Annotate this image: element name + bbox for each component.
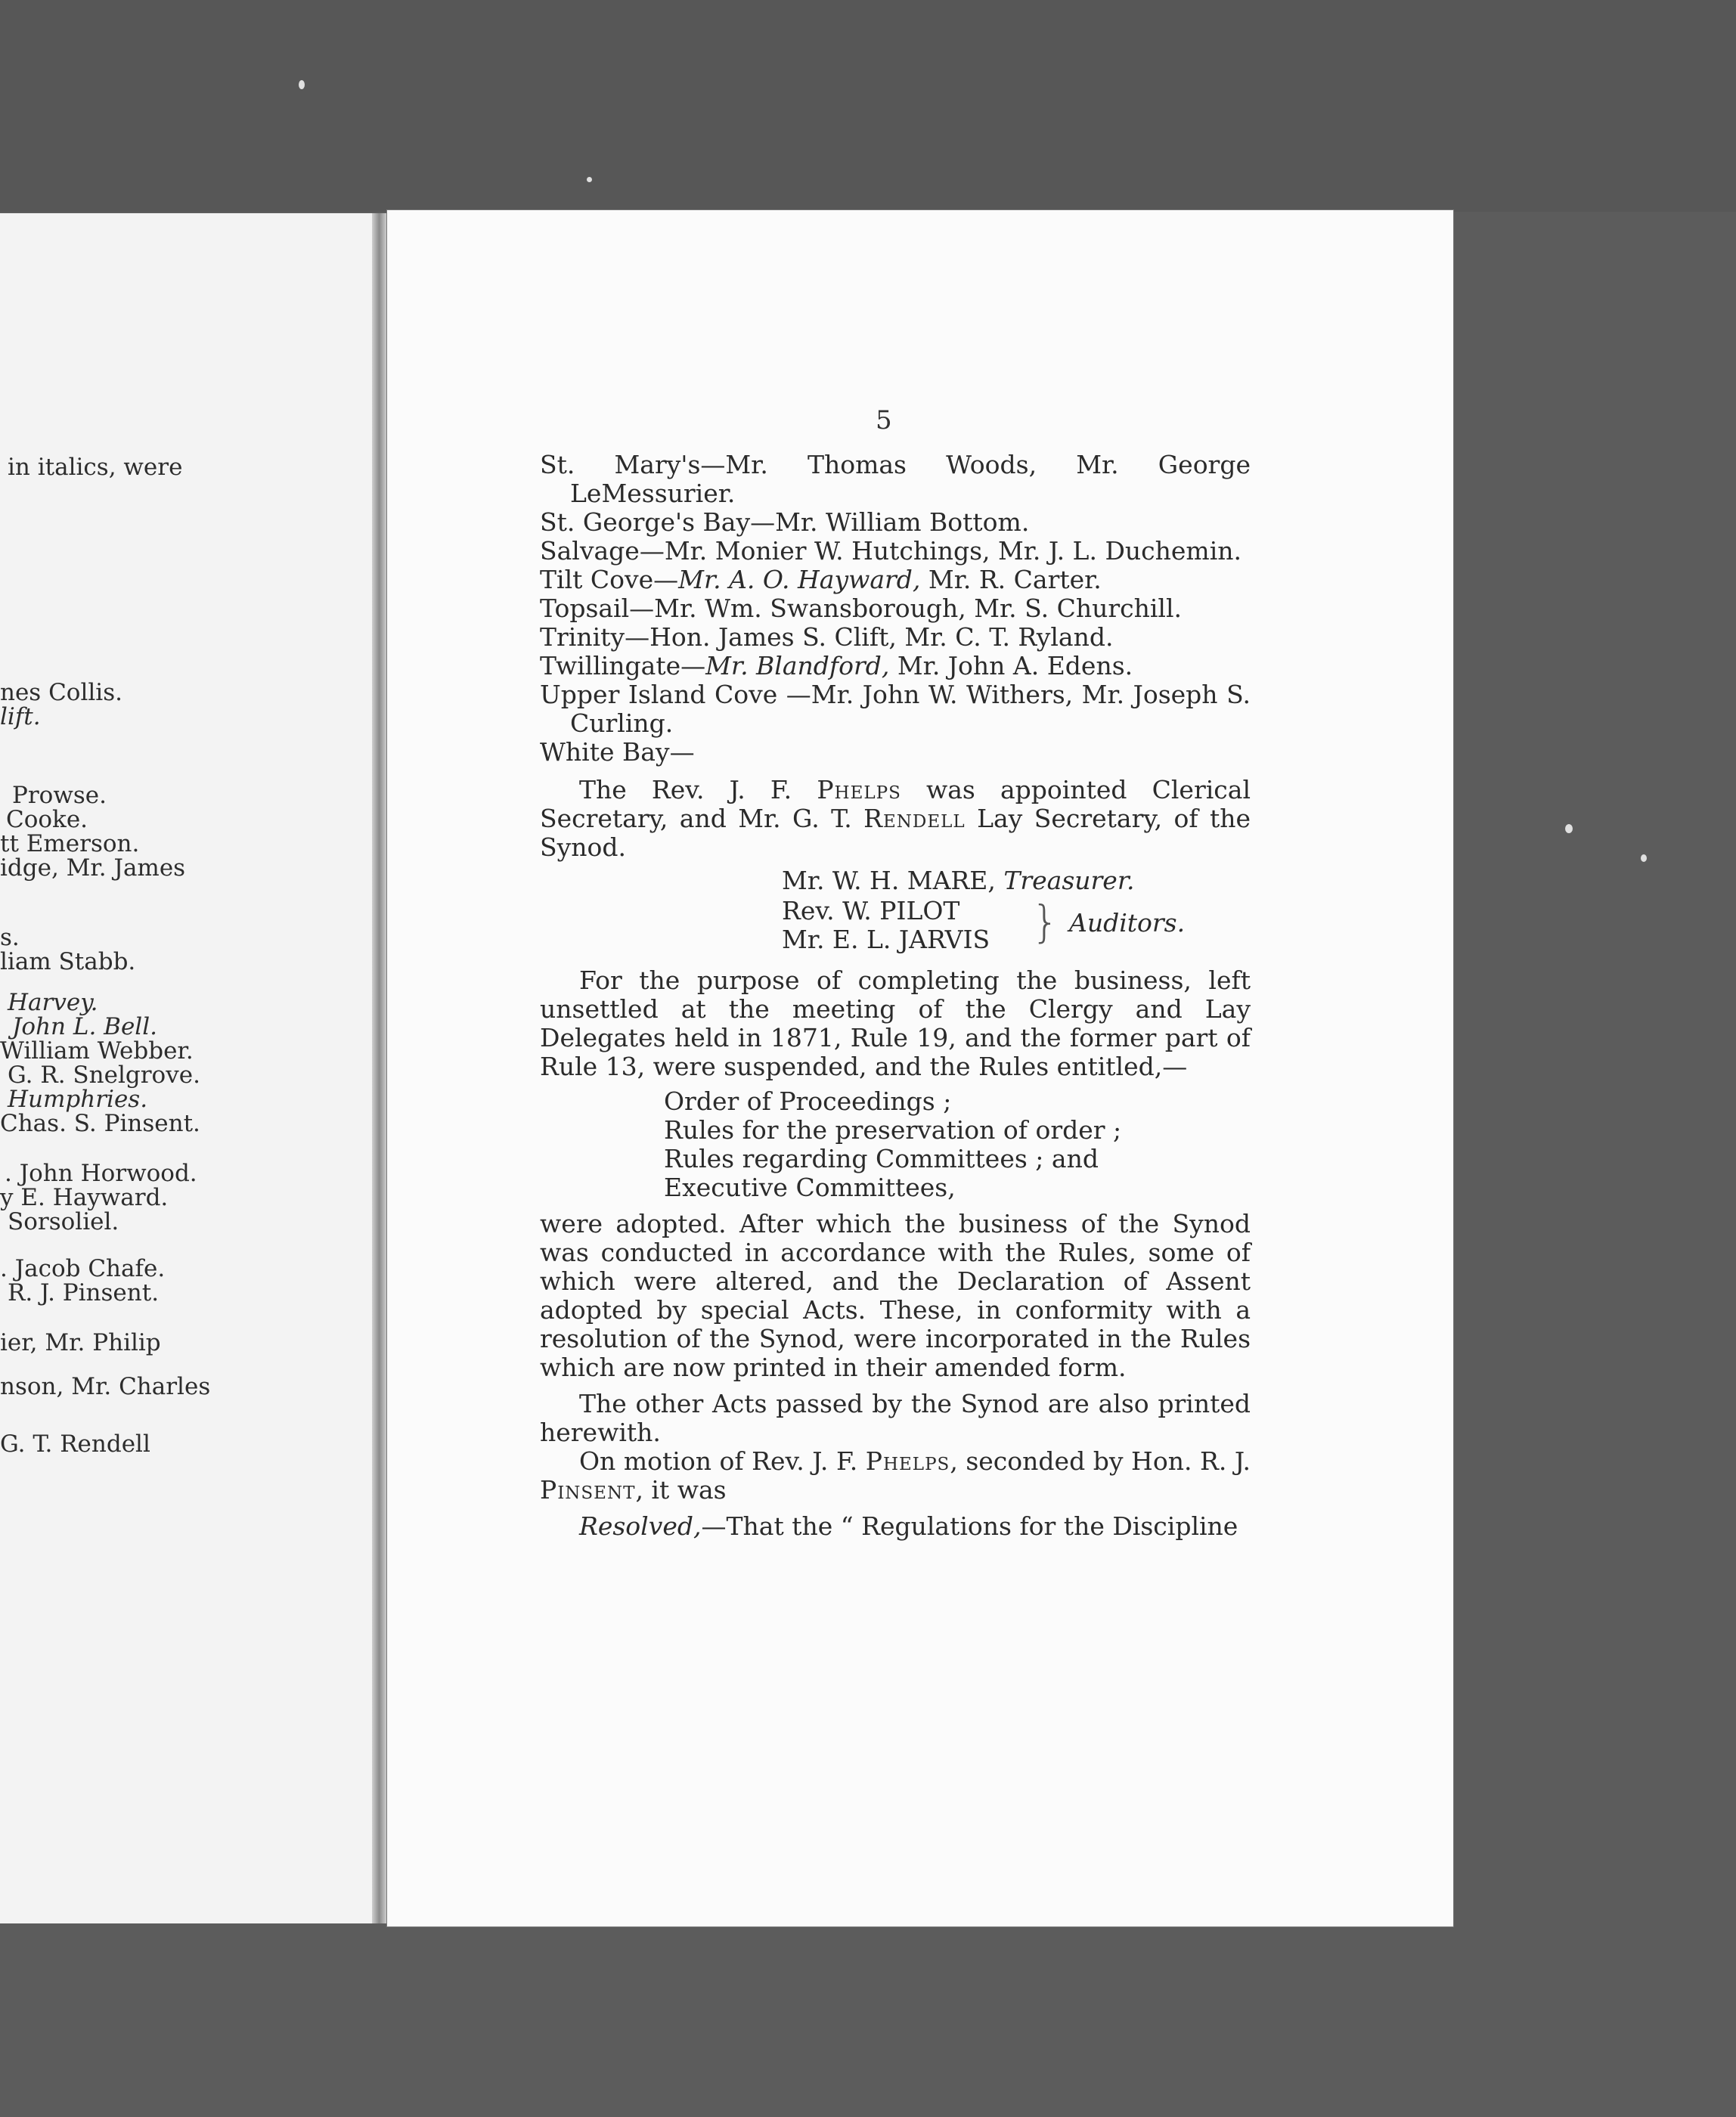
- secretaries-paragraph: [540, 776, 1251, 862]
- left-facing-page: [0, 213, 378, 1923]
- parish-name: Salvage: [540, 536, 640, 566]
- left-page-line: John L. Bell.: [12, 1013, 157, 1040]
- left-page-line: G. R. Snelgrove.: [8, 1062, 200, 1089]
- backdrop: [0, 0, 1736, 212]
- dust-speck: [1565, 824, 1573, 833]
- left-page-line: y E. Hayward.: [0, 1184, 169, 1211]
- parish-separator: —: [700, 450, 726, 479]
- parish-separator: —: [629, 594, 655, 623]
- rules-list: [540, 1087, 1251, 1202]
- secretaries-rendell: Rendell: [863, 804, 966, 833]
- parish-separator: —: [653, 565, 679, 594]
- left-page-line: Prowse.: [12, 782, 107, 809]
- left-page-line: . Jacob Chafe.: [0, 1255, 166, 1282]
- parish-entry: [540, 508, 1251, 537]
- parish-name: Topsail: [540, 594, 630, 623]
- treasurer-name: Mr. W. H. MARE,: [782, 866, 996, 895]
- left-page-line: nes Collis.: [0, 679, 122, 706]
- auditors-label: Auditors.: [1069, 908, 1186, 938]
- rules-list-item: Order of Proceedings ;: [664, 1086, 952, 1116]
- left-page-line: in italics, were: [8, 454, 183, 481]
- parish-entry: [540, 738, 1251, 767]
- parish-separator: —: [777, 680, 811, 709]
- resolved-text: —That the “ Regulations for the Discipline: [701, 1511, 1238, 1541]
- delegate-names: Mr. Wm. Swansborough, Mr. S. Churchill.: [654, 594, 1182, 623]
- secretaries-phelps: Phelps: [817, 775, 901, 804]
- secretaries-text-a: The Rev. J. F.: [579, 775, 817, 804]
- left-page-line: Sorsoliel.: [8, 1208, 119, 1235]
- left-page-line: lift.: [0, 703, 41, 730]
- parish-name: White Bay: [540, 737, 670, 767]
- delegate-names: Mr. John A. Edens.: [889, 651, 1133, 680]
- parish-separator: —: [669, 737, 695, 767]
- left-page-line: Cooke.: [6, 806, 88, 833]
- delegate-names: Mr. William Bottom.: [775, 507, 1030, 537]
- secretaries-text-c: Lay Secretary, of the Synod.: [540, 804, 1251, 862]
- purpose-paragraph: For the purpose of completing the business, left unsettled at the meeting of the Clergy and Lay Delegates held in 1871, Rule 19, and the former part of Rule 13, were suspended, and the Rules entitled,—: [540, 966, 1251, 1081]
- auditor-jarvis: Mr. E. L. JARVIS: [782, 925, 990, 954]
- delegate-names: Mr. John W. Withers, Mr. Joseph S. Curling.: [570, 680, 1251, 738]
- rules-list-item: Rules for the preservation of order ;: [664, 1115, 1122, 1145]
- parish-entry: [540, 623, 1251, 652]
- delegate-names: Mr. Monier W. Hutchings, Mr. J. L. Duchemin.: [664, 536, 1242, 566]
- dust-speck: [299, 80, 305, 89]
- left-page-line: Harvey.: [8, 989, 98, 1016]
- left-page-line: s.: [0, 924, 20, 951]
- parish-name: Twillingate: [540, 651, 681, 680]
- left-page-line: . John Horwood.: [5, 1160, 197, 1187]
- delegate-italic-name: Mr. A. O. Hayward,: [678, 565, 921, 594]
- left-page-line: Humphries.: [8, 1086, 148, 1113]
- motion-text-c: , it was: [635, 1475, 727, 1505]
- page-body: [540, 451, 1251, 1541]
- parish-delegates-list: [540, 451, 1251, 767]
- motion-pinsent: Pinsent: [540, 1475, 636, 1505]
- parish-separator: —: [680, 651, 706, 680]
- parish-name: Tilt Cove: [540, 565, 654, 594]
- parish-entry: [540, 680, 1251, 738]
- parish-separator: —: [750, 507, 776, 537]
- delegate-names: Mr. Thomas Woods, Mr. George LeMessurier.: [570, 450, 1251, 508]
- adopted-paragraph: were adopted. After which the business of the Synod was conducted in accordance with the Rules, some of which were altered, and the Declaration of Assent adopted by special Acts. These, in conformity with a resolution of the Synod, were incorporated in the Rules which are now printed in their amended form.: [540, 1209, 1251, 1382]
- page-number: 5: [876, 405, 892, 435]
- secretaries-text-b: was appointed Clerical Secretary, and Mr. G. T.: [540, 775, 1251, 833]
- brace-icon: }: [1031, 896, 1059, 947]
- left-page-line: nson, Mr. Charles: [0, 1373, 211, 1400]
- left-page-line: idge, Mr. James: [0, 854, 186, 882]
- dust-speck: [1641, 854, 1647, 862]
- delegate-names: Mr. R. Carter.: [920, 565, 1102, 594]
- parish-separator: —: [625, 622, 650, 652]
- motion-phelps: Phelps: [865, 1446, 950, 1476]
- parish-name: St. George's Bay: [540, 507, 751, 537]
- other-acts-paragraph: The other Acts passed by the Synod are also printed herewith.: [540, 1389, 1251, 1447]
- delegate-names: Hon. James S. Clift, Mr. C. T. Ryland.: [649, 622, 1114, 652]
- resolved-label: Resolved,: [579, 1511, 702, 1541]
- officers-block: [540, 866, 1251, 957]
- rules-list-item: Executive Committees,: [664, 1173, 956, 1202]
- motion-paragraph: [540, 1447, 1251, 1505]
- left-page-line: Chas. S. Pinsent.: [0, 1110, 200, 1137]
- parish-name: Trinity: [540, 622, 625, 652]
- left-page-line: liam Stabb.: [0, 948, 136, 975]
- resolved-paragraph: [540, 1512, 1251, 1541]
- parish-entry: [540, 451, 1251, 508]
- motion-text-a: On motion of Rev. J. F.: [579, 1446, 866, 1476]
- parish-entry: [540, 594, 1251, 623]
- treasurer-label: Treasurer.: [1003, 866, 1135, 895]
- parish-entry: [540, 537, 1251, 566]
- dust-speck: [587, 177, 592, 182]
- parish-name: Upper Island Cove: [540, 680, 778, 709]
- left-page-line: tt Emerson.: [0, 830, 140, 857]
- treasurer-line: [782, 866, 1134, 895]
- rules-list-item: Rules regarding Committees ; and: [664, 1144, 1099, 1173]
- left-page-line: ier, Mr. Philip: [0, 1329, 161, 1356]
- delegate-italic-name: Mr. Blandford,: [705, 651, 890, 680]
- left-page-line: R. J. Pinsent.: [8, 1279, 160, 1306]
- auditor-pilot: Rev. W. PILOT: [782, 896, 960, 925]
- parish-separator: —: [639, 536, 665, 566]
- left-page-line: G. T. Rendell: [0, 1430, 150, 1458]
- left-page-line: William Webber.: [0, 1037, 194, 1065]
- motion-text-b: , seconded by Hon. R. J.: [950, 1446, 1251, 1476]
- parish-name: St. Mary's: [540, 450, 701, 479]
- parish-entry: [540, 652, 1251, 680]
- parish-entry: [540, 566, 1251, 594]
